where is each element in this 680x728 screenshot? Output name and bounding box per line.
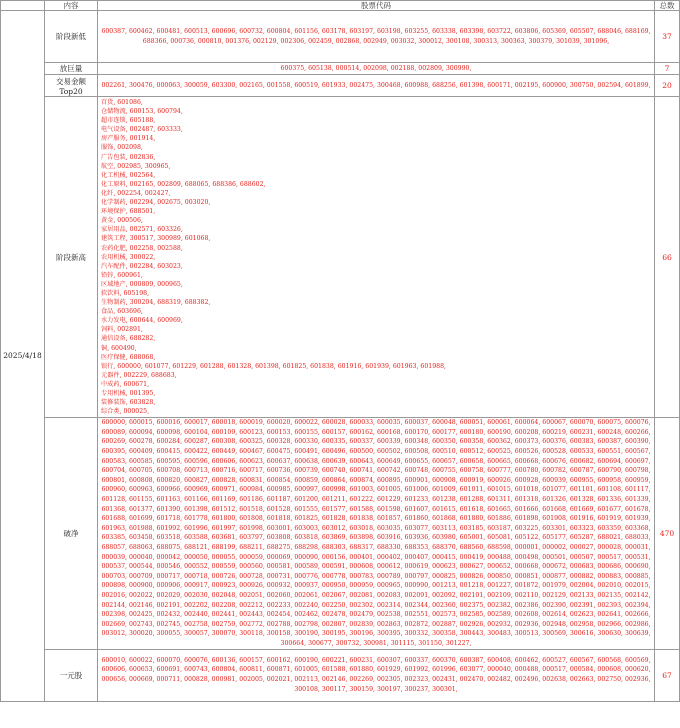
industry-group: 饲料, 002891,: [101, 326, 143, 334]
industry-group: 通信设备, 688282,: [101, 335, 156, 343]
table-row: [1, 75, 680, 97]
codes-cell: [98, 97, 655, 418]
industry-group: 汽车配件, 002284, 603023,: [101, 262, 183, 270]
category-cell: 一元股: [45, 649, 98, 701]
table-row: [1, 97, 680, 418]
codes-cell: 600010, 600022, 600070, 600076, 600136, 600157, 600162, 600190, 600221, 600231, 600307, 600337, 600370, 600387, 600408, 600462, 600527, 600567, 600568, 600569, 600606, 600653, 600691, 600743, 600804, 600811, 600871, 601005, 601588, 601880, 601929, 601992, 601996, 603077, 000040, 000488, 000517, 000584, 000608, 000620, 000656, 000669, 000711, 000828, 000981, 002005, 002021, 002113, 002146, 002269, 002305, 002323, 002431, 002470, 002482, 002496, 002638, 002663, 002750, 002936, 300108, 300117, 300159, 300197, 300237, 300301,: [98, 649, 655, 701]
industry-group: 医疗保健, 688068,: [101, 353, 156, 361]
industry-group: 化纤, 002254, 002427,: [101, 189, 171, 197]
industry-group: 铅锌, 600961,: [101, 271, 143, 279]
codes-cell: 600387, 600462, 600481, 600513, 600696, 600732, 600804, 601156, 603178, 603197, 603198, 603255, 603338, 603398, 603722, 603806, 605369, 605507, 688046, 688169, 688366, 000736, 000810, 001376, 002129, 002306, 002459, 002868, 002949, 003032, 300012, 300108, 300313, 300363, 300379, 301039, 301096,: [98, 11, 655, 63]
header-category: 内容: [45, 1, 98, 11]
header-row: [1, 1, 680, 11]
date-cell: 2025/4/18: [1, 11, 45, 702]
industry-group: 黄金, 000506,: [101, 217, 143, 225]
industry-group: 区域地产, 000809, 000965,: [101, 280, 183, 288]
codes-cell: 600375, 605138, 000514, 002098, 002188, 002809, 300990,: [98, 63, 655, 75]
industry-group: 广告包装, 002836,: [101, 153, 156, 161]
codes-cell: 600000, 600015, 600016, 600017, 600018, 600019, 600020, 600022, 600028, 600033, 600035, 600037, 600048, 600051, 600061, 600064, 600067, 600070, 600075, 600076, 600089, 600094, 600098, 600104, 600109, 600123, 600153, 600155, 600157, 600162, 600168, 600170, 600177, 600180, 600190, 600208, 600219, 600231, 600248, 600266, 600269, 600278, 600284, 600287, 600308, 600325, 600328, 600330, 600335, 600337, 600339, 600348, 600350, 600358, 600362, 600373, 600376, 600383, 600387, 600390, 600395, 600409, 600415, 600422, 600449, 600467, 600475, 600491, 600496, 600500, 600502, 600508, 600510, 600512, 600525, 600526, 600528, 600533, 600551, 600567, 600583, 600585, 600595, 600596, 600606, 600623, 600637, 600638, 600639, 600643, 600649, 600655, 600657, 600658, 600665, 600668, 600676, 600682, 600694, 600697, 600704, 600705, 600708, 600713, 600716, 600717, 600736, 600739, 600740, 600741, 600742, 600748, 600755, 600758, 600777, 600780, 600782, 600787, 600790, 600798, 600801, 600808, 600820, 600827, 600828, 600831, 600854, 600859, 600864, 600874, 600895, 600901, 600908, 600919, 600926, 600928, 600939, 600955, 600958, 600959, 600960, 600963, 600966, 600969, 600971, 600984, 600985, 600997, 600998, 601003, 601005, 601006, 601009, 601011, 601015, 601018, 601077, 601101, 601108, 601117, 601128, 601155, 601163, 601166, 601169, 601186, 601187, 601200, 601211, 601222, 601229, 601233, 601238, 601288, 601311, 601318, 601326, 601328, 601336, 601339, 601368, 601377, 601390, 601398, 601512, 601518, 601528, 601555, 601577, 601588, 601598, 601607, 601615, 601618, 601665, 601666, 601668, 601669, 601677, 601678, 601688, 601699, 601718, 601778, 601800, 601808, 601818, 601825, 601828, 601838, 601857, 601860, 601868, 601880, 601886, 601898, 601908, 601916, 601919, 601939, 601963, 601988, 601992, 601996, 601997, 601998, 603001, 603003, 603012, 603018, 603035, 603077, 603113, 603185, 603187, 603225, 603301, 603323, 603359, 603368, 603385, 603458, 603518, 603588, 603681, 603797, 603808, 603818, 603869, 603898, 603916, 603936, 603980, 605001, 605081, 605122, 605177, 605287, 688021, 688033, 688057, 688063, 688075, 688121, 688199, 688211, 688275, 688298, 688303, 688317, 688330, 688353, 688370, 688560, 688598, 000001, 000002, 000027, 000028, 000031, 000039, 000040, 000042, 000050, 000055, 000059, 000069, 000090, 000156, 000401, 000402, 000407, 000415, 000419, 000488, 000498, 000501, 000507, 000517, 000531, 000537, 000544, 000546, 000552, 000559, 000560, 000581, 000589, 000591, 000608, 000612, 000619, 000623, 000627, 000652, 000668, 000672, 000683, 000686, 000690, 000703, 000709, 000717, 000718, 000726, 000728, 000731, 000776, 000778, 000783, 000789, 000797, 000825, 000826, 000850, 000851, 000877, 000882, 000883, 000885, 000898, 000900, 000906, 000917, 000923, 000926, 000932, 000937, 000950, 000959, 000965, 000990, 001213, 001218, 001227, 001872, 001979, 002004, 002010, 002015, 002016, 002022, 002029, 002030, 002048, 002051, 002060, 002061, 002067, 002081, 002083, 002091, 002092, 002101, 002109, 002110, 002129, 002133, 002135, 002142, 002144, 002146, 002191, 002202, 002208, 002212, 002233, 002240, 002250, 002302, 002314, 002344, 002360, 002375, 002382, 002386, 002390, 002391, 002393, 002394, 002398, 002425, 002432, 002440, 002441, 002443, 002454, 002462, 002478, 002479, 002538, 002551, 002573, 002585, 002589, 002608, 002614, 002623, 002641, 002666, 002669, 002743, 002745, 002758, 002759, 002772, 002788, 002798, 002807, 002839, 002863, 002872, 002887, 002926, 002932, 002936, 002948, 002958, 002966, 002986, 003012, 300020, 300055, 300057, 300070, 300118, 300158, 300190, 300195, 300196, 300395, 300332, 300358, 300443, 300483, 300513, 300569, 300616, 300630, 300639, 300664, 300677, 300732, 300981, 301115, 301150, 301227,: [98, 418, 655, 649]
industry-group: 食品, 603696,: [101, 308, 143, 316]
industry-group: 农用机械, 300022,: [101, 253, 156, 261]
industry-group: 生物制药, 300204, 688319, 688382,: [101, 299, 211, 307]
header-codes: 股票代码: [98, 1, 655, 11]
industry-group: 铜, 600490,: [101, 344, 137, 352]
industry-group: 电气设备, 002487, 603333,: [101, 126, 183, 134]
table-row: [1, 418, 680, 649]
table-row: [1, 649, 680, 701]
industry-group: 元器件, 002229, 688683,: [101, 371, 177, 379]
total-cell: 37: [655, 11, 680, 63]
industry-group: 房产服务, 001914,: [101, 135, 156, 143]
total-cell: 66: [655, 97, 680, 418]
table-row: [1, 11, 680, 63]
industry-group: 农药化肥, 002258, 002588,: [101, 244, 183, 252]
category-cell: 交易金额Top20: [45, 75, 98, 97]
category-cell: 破净: [45, 418, 98, 649]
total-cell: 470: [655, 418, 680, 649]
industry-group: 水力发电, 600644, 600969,: [101, 317, 183, 325]
category-cell: 放巨量: [45, 63, 98, 75]
industry-group: 服饰, 002098,: [101, 144, 143, 152]
industry-group: 化工机械, 002564,: [101, 171, 156, 179]
industry-group: 软饮料, 605198,: [101, 289, 150, 297]
industry-group: 综合类, 000025,: [101, 408, 150, 416]
header-date: [1, 1, 45, 11]
total-cell: 7: [655, 63, 680, 75]
industry-group: 专用机械, 001395,: [101, 390, 156, 397]
header-total: 总数: [655, 1, 680, 11]
category-cell: 阶段新低: [45, 11, 98, 63]
industry-group-list: [101, 98, 651, 416]
industry-group: 仓储物流, 600153, 600794,: [101, 108, 183, 116]
industry-group: 装修装饰, 603828,: [101, 399, 156, 407]
industry-group: 百货, 601086,: [101, 99, 143, 106]
industry-group: 航空, 002985, 300965,: [101, 162, 171, 170]
industry-group: 建筑工程, 300517, 300989, 601068,: [101, 235, 211, 243]
industry-group: 化工原料, 002165, 002809, 688065, 688386, 688602,: [101, 180, 266, 188]
codes-cell: 002261, 300476, 000063, 300059, 603300, 002165, 001558, 600519, 601933, 002475, 300468, 600988, 688256, 601398, 600171, 002195, 600900, 300750, 002594, 601899,: [98, 75, 655, 97]
industry-group: 化学制药, 002294, 002675, 003020,: [101, 199, 211, 207]
industry-group: 中成药, 600671,: [101, 380, 150, 388]
industry-group: 环境保护, 688501,: [101, 208, 156, 216]
industry-group: 银行, 600000, 601077, 601229, 601288, 601328, 601398, 601825, 601838, 601916, 601939, 601963, 601988,: [101, 362, 446, 370]
industry-group: 家居用品, 002571, 603326,: [101, 226, 183, 234]
category-cell: 阶段新高: [45, 97, 98, 418]
table-row: [1, 63, 680, 75]
total-cell: 20: [655, 75, 680, 97]
industry-group: 超市连锁, 605188,: [101, 117, 156, 125]
total-cell: 67: [655, 649, 680, 701]
